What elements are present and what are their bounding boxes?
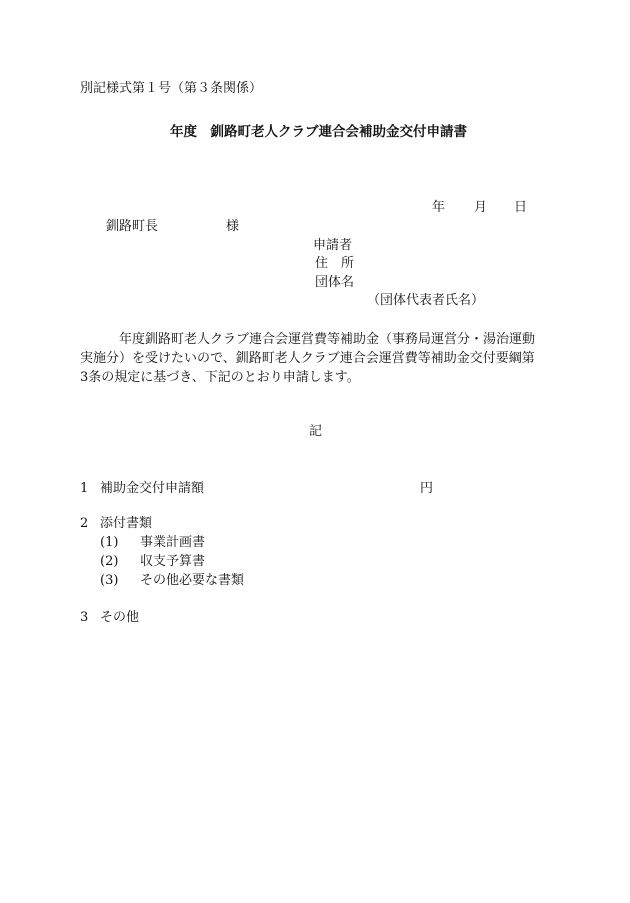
addressee-honorific: 様 <box>226 219 240 234</box>
item2-sub1-number: (1) <box>100 535 119 550</box>
item1-number: 1 <box>80 481 89 496</box>
item2-sub2-number: (2) <box>100 554 119 569</box>
date-month: 月 <box>474 200 488 215</box>
date-year: 年 <box>432 200 446 215</box>
applicant-address-label: 住 所 <box>315 256 355 271</box>
body-text: 年度釧路町老人クラブ連合会運営費等補助金（事務局運営分・湯治運動実施分）を受けたいので、釧路町老人クラブ連合会運営費等補助金交付要綱第3条の規定に基づき、下記のとおり申請します。 <box>80 332 536 385</box>
item2-sub3-label: その他必要な書類 <box>140 573 245 588</box>
ki-heading: 記 <box>309 424 323 439</box>
item2-sub2-label: 収支予算書 <box>140 554 206 569</box>
applicant-representative-label: （団体代表者氏名） <box>367 293 485 308</box>
page-title: 年度 釧路町老人クラブ連合会補助金交付申請書 <box>170 124 467 140</box>
item1-label: 補助金交付申請額 <box>100 481 205 496</box>
form-number: 別記様式第１号（第３条関係） <box>80 81 263 96</box>
addressee-name: 釧路町長 <box>106 219 159 234</box>
applicant-group-label: 団体名 <box>315 275 355 290</box>
item1-unit: 円 <box>420 481 434 496</box>
item3-number: 3 <box>80 610 89 625</box>
item2-label: 添付書類 <box>100 516 153 531</box>
item2-sub1-label: 事業計画書 <box>140 535 206 550</box>
item2-sub3-number: (3) <box>100 573 119 588</box>
item3-label: その他 <box>100 610 140 625</box>
applicant-label: 申請者 <box>313 238 353 253</box>
item2-number: 2 <box>80 516 89 531</box>
date-day: 日 <box>514 200 528 215</box>
